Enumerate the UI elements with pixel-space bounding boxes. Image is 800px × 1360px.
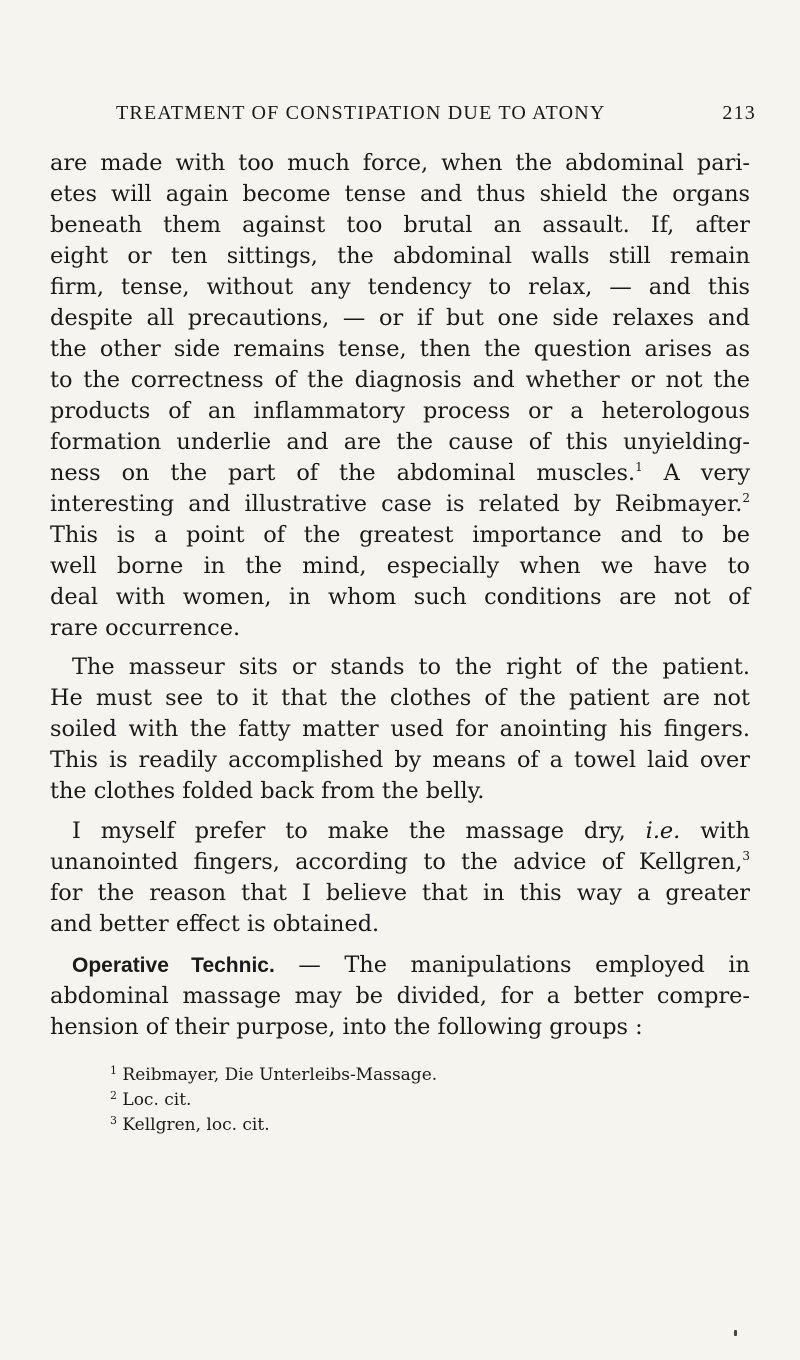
body-line: This is readily accomplished by means of a towel laid over bbox=[50, 747, 750, 773]
line-text: interesting and illustrative case is related by Reibmayer. bbox=[50, 491, 743, 517]
body-line: etes will again become tense and thus shield the organs bbox=[50, 181, 750, 207]
body-line: well borne in the mind, especially when we have to bbox=[50, 553, 750, 579]
body-line: the clothes folded back from the belly. bbox=[50, 778, 485, 804]
body-line: abdominal massage may be divided, for a better compre- bbox=[50, 983, 750, 1009]
body-line: are made with too much force, when the abdominal pari- bbox=[50, 150, 750, 176]
body-line: hension of their purpose, into the following groups : bbox=[50, 1014, 643, 1040]
body-line: firm, tense, without any tendency to relax, — and this bbox=[50, 274, 750, 300]
line-text: I myself prefer to make the massage dry, bbox=[72, 818, 646, 844]
body-line: rare occurrence. bbox=[50, 615, 241, 641]
body-line: the other side remains tense, then the question arises as bbox=[50, 336, 750, 362]
footnote-marker: 2 bbox=[110, 1089, 117, 1102]
section-heading: Operative Technic. bbox=[72, 954, 275, 977]
body-line: soiled with the fatty matter used for anointing his fingers. bbox=[50, 716, 750, 742]
line-text: A very bbox=[642, 460, 750, 486]
footnote-ref: 1 bbox=[635, 460, 643, 474]
footnote-ref: 3 bbox=[742, 849, 750, 863]
body-line: This is a point of the greatest importance and to be bbox=[50, 522, 750, 548]
page-number: 213 bbox=[722, 102, 756, 124]
body-line: He must see to it that the clothes of the patient are not bbox=[50, 685, 750, 711]
footnote-marker: 3 bbox=[110, 1114, 117, 1127]
footnote-text: Loc. cit. bbox=[122, 1090, 192, 1110]
body-line: The masseur sits or stands to the right of the patient. bbox=[72, 654, 750, 680]
line-text: — The manipulations employed in bbox=[274, 952, 750, 978]
body-line: despite all precautions, — or if but one side relaxes and bbox=[50, 305, 750, 331]
footnote-text: Kellgren, loc. cit. bbox=[122, 1115, 270, 1135]
body-line bbox=[72, 820, 750, 842]
body-line: for the reason that I believe that in this way a greater bbox=[50, 880, 750, 906]
paper-speck bbox=[734, 1330, 737, 1336]
footnote bbox=[110, 1114, 670, 1135]
body-line bbox=[72, 954, 750, 976]
footnote-ref: 2 bbox=[742, 491, 750, 505]
footnote-marker: 1 bbox=[110, 1064, 117, 1077]
body-line: beneath them against too brutal an assault. If, after bbox=[50, 212, 750, 238]
body-line: formation underlie and are the cause of this unyielding- bbox=[50, 429, 750, 455]
italic-abbrev: i.e. bbox=[645, 818, 681, 844]
line-text: with bbox=[680, 818, 750, 844]
footnote bbox=[110, 1064, 670, 1085]
line-text: ness on the part of the abdominal muscles. bbox=[50, 460, 636, 486]
body-line bbox=[50, 462, 750, 484]
body-line: eight or ten sittings, the abdominal walls still remain bbox=[50, 243, 750, 269]
body-line: and better effect is obtained. bbox=[50, 911, 380, 937]
body-line: to the correctness of the diagnosis and whether or not the bbox=[50, 367, 750, 393]
body-line: products of an inflammatory process or a heterologous bbox=[50, 398, 750, 424]
body-line bbox=[50, 493, 750, 515]
body-line: deal with women, in whom such conditions are not of bbox=[50, 584, 750, 610]
line-text: unanointed fingers, according to the advice of Kellgren, bbox=[50, 849, 743, 875]
body-line bbox=[50, 851, 750, 873]
running-title: TREATMENT OF CONSTIPATION DUE TO ATONY bbox=[116, 102, 606, 124]
running-head bbox=[116, 102, 756, 125]
footnote bbox=[110, 1089, 670, 1110]
footnote-text: Reibmayer, Die Unterleibs-Massage. bbox=[122, 1065, 438, 1085]
